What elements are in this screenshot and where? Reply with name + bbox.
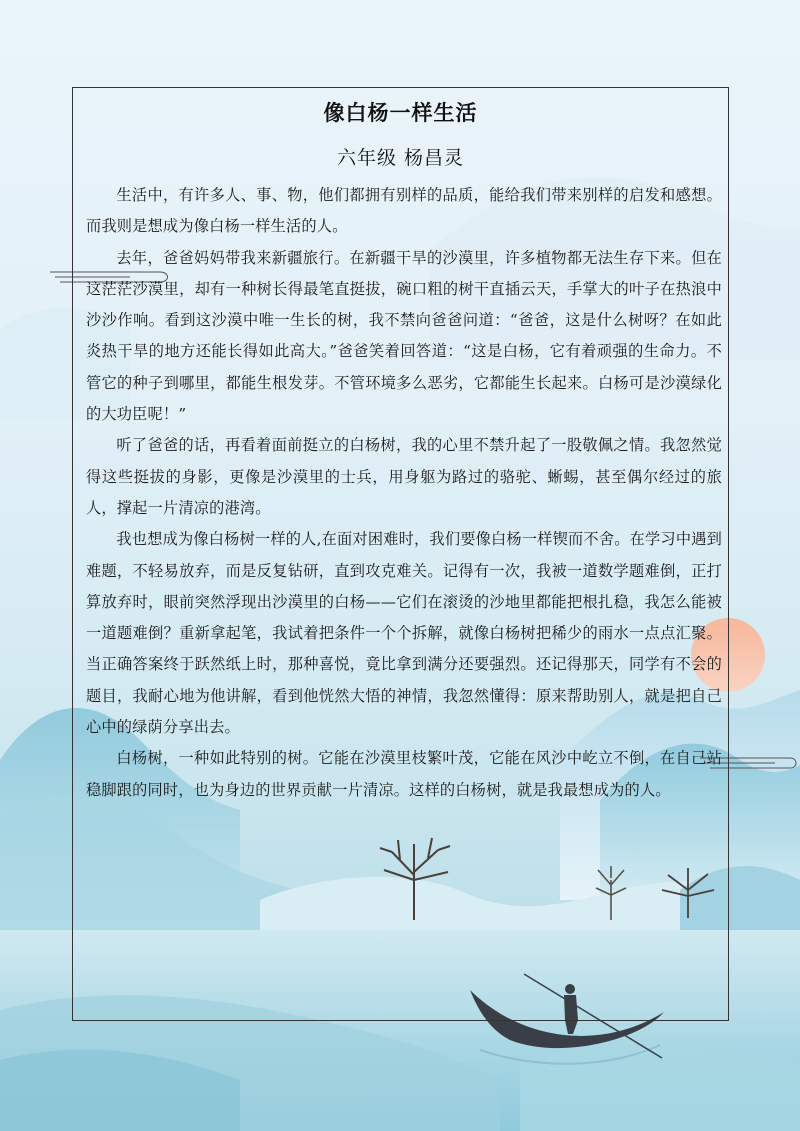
document-body	[86, 180, 722, 806]
paragraph-2: 去年，爸爸妈妈带我来新疆旅行。在新疆干旱的沙漠里，许多植物都无法生存下来。但在这茫茫沙漠里，却有一种树长得最笔直挺拔，碗口粗的树干直插云天，手掌大的叶子在热浪中沙沙作响。看到这沙漠中唯一生长的树，我不禁向爸爸问道：“爸爸，这是什么树呀？在如此炎热干旱的地方还能长得如此高大。”爸爸笑着回答道：“这是白杨，它有着顽强的生命力。不管它的种子到哪里，都能生根发芽。不管环境多么恶劣，它都能生长起来。白杨可是沙漠绿化的大功臣呢！”	[86, 248, 722, 424]
paragraph-4: 我也想成为像白杨树一样的人,在面对困难时，我们要像白杨一样锲而不舍。在学习中遇到难题，不轻易放弃，而是反复钻研，直到攻克难关。记得有一次，我被一道数学题难倒，正打算放弃时，眼前突然浮现出沙漠里的白杨——它们在滚烫的沙地里都能把根扎稳，我怎么能被一道题难倒？重新拿起笔，我试着把条件一个个拆解，就像白杨树把稀少的雨水一点点汇聚。当正确答案终于跃然纸上时，那种喜悦，竟比拿到满分还要强烈。还记得那天，同学有不会的题目，我耐心地为他讲解，看到他恍然大悟的神情，我忽然懂得：原来帮助别人，就是把自己心中的绿荫分享出去。	[86, 530, 722, 737]
document-subtitle: 六年级 杨昌灵	[336, 147, 465, 169]
paragraph-5: 白杨树，一种如此特别的树。它能在沙漠里枝繁叶茂，它能在风沙中屹立不倒，在自己站稳脚跟的同时，也为身边的世界贡献一片清凉。这样的白杨树，就是我最想成为的人。	[86, 749, 722, 799]
paragraph-1: 生活中，有许多人、事、物，他们都拥有别样的品质，能给我们带来别样的启发和感想。而我则是想成为像白杨一样生活的人。	[86, 186, 722, 236]
document-title: 像白杨一样生活	[323, 100, 478, 125]
paragraph-3: 听了爸爸的话，再看着面前挺立的白杨树，我的心里不禁升起了一股敬佩之情。我忽然觉得这些挺拔的身影，更像是沙漠里的士兵，用身躯为路过的骆驼、蜥蜴，甚至偶尔经过的旅人，撑起一片清凉的港湾。	[86, 436, 722, 517]
